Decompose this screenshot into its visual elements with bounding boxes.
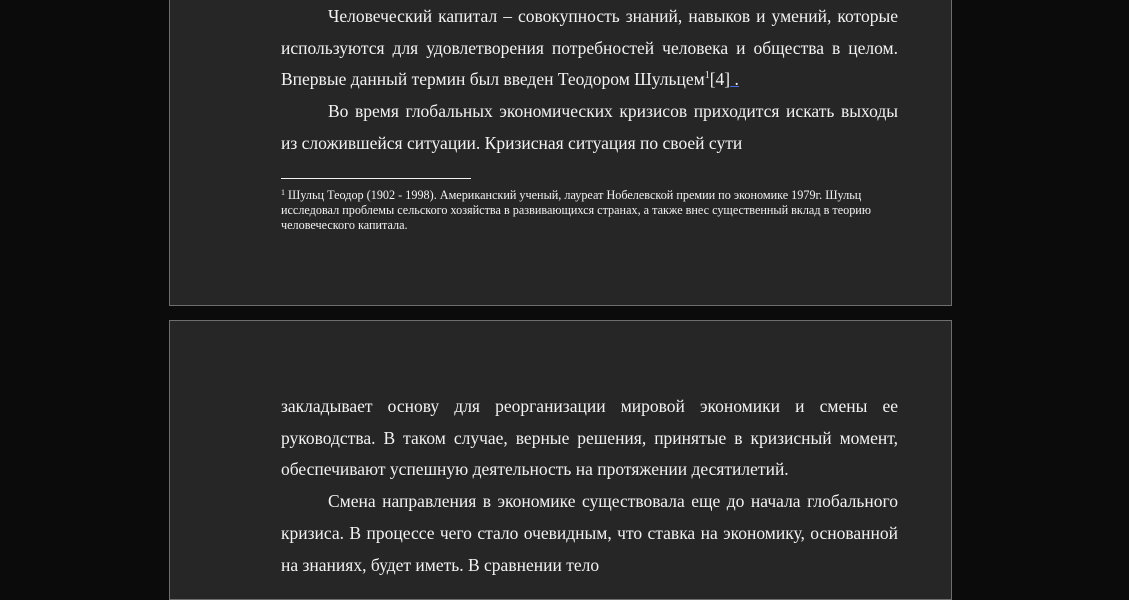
- footnote-separator: [281, 178, 471, 179]
- paragraph-direction-change: [281, 486, 898, 581]
- paragraph-global-crises-text: Во время глобальных экономических кризисов приходится искать выходы из сложившейся ситуации. Кризисная ситуация по своей сути: [281, 101, 898, 153]
- paragraph-human-capital-text: Человеческий капитал – совокупность знаний, навыков и умений, которые используются для удовлетворения потребностей человека и общества в целом. Впервые данный термин был введен Теодором Шульцем: [281, 6, 898, 90]
- page-2-body: [281, 391, 898, 581]
- document-page-2: [169, 320, 952, 600]
- citation-link[interactable]: [710, 69, 739, 89]
- paragraph-continuation: [281, 391, 898, 486]
- footnote-reference-1[interactable]: 1: [704, 70, 710, 82]
- citation-text: [4]: [709, 69, 731, 90]
- paragraph-direction-change-text: Смена направления в экономике существовала еще до начала глобального кризиса. В процессе чего стало очевидным, что ставка на экономику, основанной на знаниях, будет иметь. В сравнении тело: [281, 491, 898, 575]
- page-1-body: [281, 1, 898, 160]
- footnote-text: Шульц Теодор (1902 - 1998). Американский ученый, лауреат Нобелевской премии по экономике 1979г. Шульц исследовал проблемы сельского хозяйства в развивающихся странах, а также внес существенный вклад в теорию человеческого капитала.: [281, 188, 871, 232]
- citation-tail: .: [730, 69, 739, 90]
- paragraph-human-capital: [281, 1, 898, 96]
- paragraph-global-crises: [281, 96, 898, 159]
- footnote-1: [281, 188, 893, 233]
- paragraph-continuation-text: закладывает основу для реорганизации мировой экономики и смены ее руководства. В таком случае, верные решения, принятые в кризисный момент, обеспечивают успешную деятельность на протяжении десятилетий.: [281, 396, 898, 480]
- document-page-1: [169, 0, 952, 306]
- footnote-mark: 1: [281, 188, 285, 197]
